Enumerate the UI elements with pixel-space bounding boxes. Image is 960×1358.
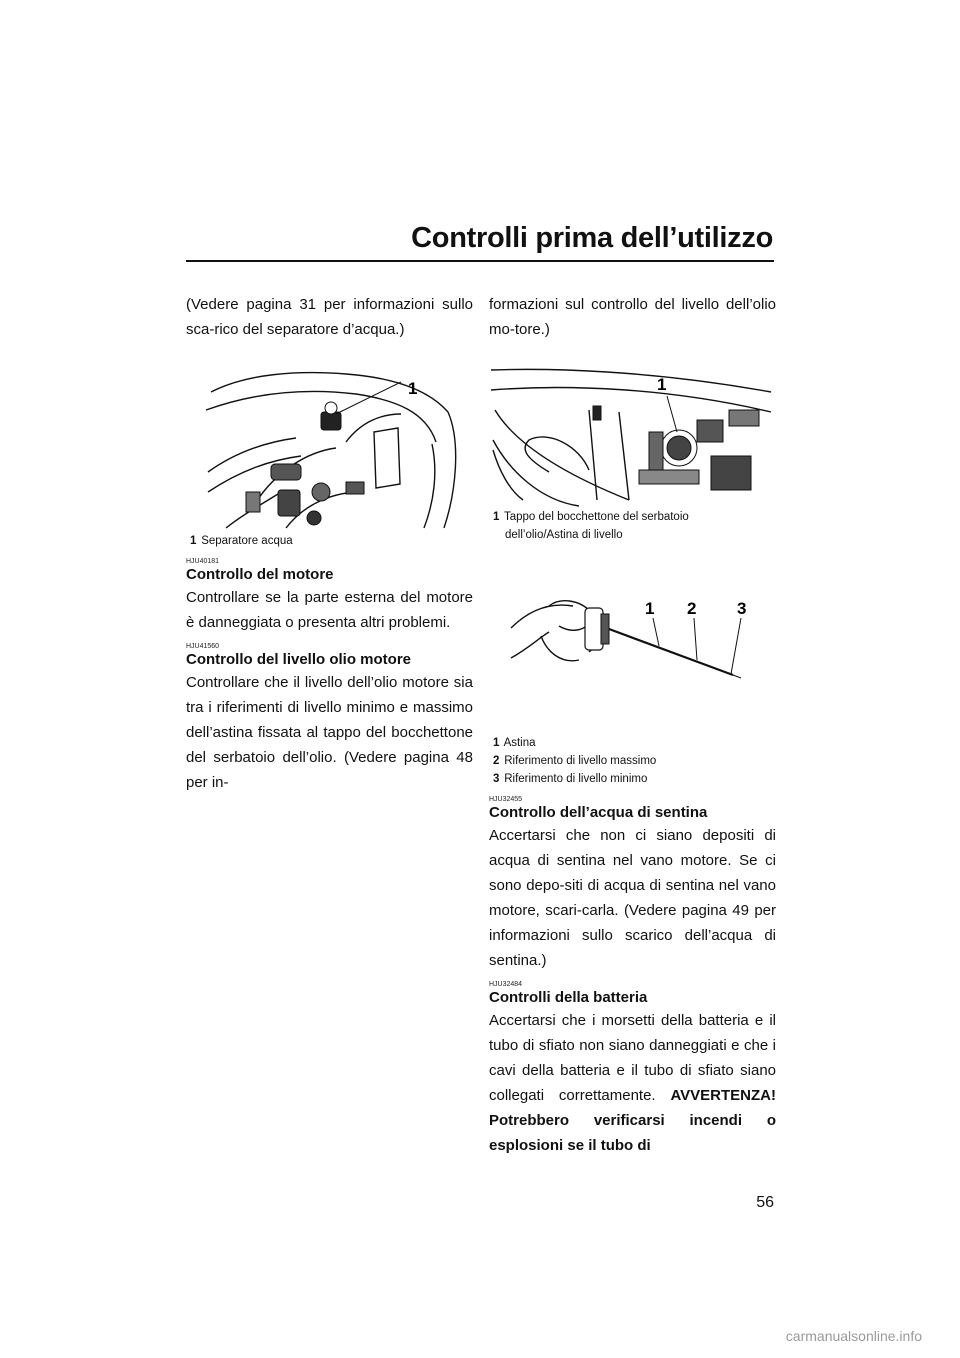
- caption-number: 1: [190, 535, 197, 547]
- caption-text: Riferimento di livello minimo: [504, 773, 648, 785]
- figure1-callout: 1: [408, 379, 418, 398]
- section-battery-check: [489, 981, 776, 1158]
- section-text: Controllare che il livello dell’olio motore sia tra i riferimenti di livello minimo e massimo dell’astina fissata al tappo del bocchettone del serbatoio dell’olio. (Vedere pagina 48 per in-: [186, 674, 473, 791]
- caption-number: 3: [493, 773, 500, 785]
- left-column: [186, 292, 473, 795]
- section-text: Controllare se la parte esterna del motore è danneggiata o presenta altri problemi.: [186, 589, 473, 631]
- section-heading: Controllo del motore: [186, 566, 334, 583]
- caption-number: 2: [493, 755, 500, 767]
- figure2-callout: 1: [657, 375, 667, 394]
- section-code: HJU40181: [186, 558, 220, 565]
- caption-text: Astina: [503, 737, 536, 749]
- page-number: 56: [756, 1194, 774, 1211]
- figure3-callout-1: 1: [645, 599, 655, 618]
- figure2-caption: [489, 508, 776, 544]
- caption-item: [493, 752, 776, 770]
- caption-number: 1: [493, 511, 500, 523]
- section-code: HJU41560: [186, 643, 220, 650]
- figure3-callout-2: 2: [687, 599, 697, 618]
- section-oil-level: [186, 643, 473, 795]
- section-engine-check: [186, 558, 473, 635]
- caption-item: [493, 770, 776, 788]
- figure-dipstick: [489, 588, 776, 788]
- intro-text: formazioni sul controllo del livello dell’olio mo-tore.): [489, 296, 776, 338]
- section-heading: Controlli della batteria: [489, 989, 648, 1006]
- watermark-link[interactable]: carmanualsonline.info: [785, 1328, 922, 1344]
- dipstick-illustration: [489, 588, 776, 718]
- figure3-callout-3: 3: [737, 599, 747, 618]
- section-text: Accertarsi che non ci siano depositi di acqua di sentina nel vano motore. Se ci sono depo-siti di acqua di sentina nel vano motore, scari-carla. (Vedere pagina 49 per informazioni sullo scarico dell’acqua di sentina.): [489, 827, 776, 969]
- water-separator-illustration: [186, 352, 473, 532]
- page-title: Controlli prima dell’utilizzo: [411, 222, 773, 254]
- figure-oil-cap: [489, 350, 776, 544]
- section-text: [489, 1008, 776, 1158]
- figure-water-separator: [186, 352, 473, 550]
- figure3-caption: [489, 734, 776, 788]
- section-code: HJU32484: [489, 981, 523, 988]
- figure1-caption: [186, 532, 473, 550]
- caption-text: Tappo del bocchettone del serbatoio: [504, 511, 689, 523]
- section-heading: Controllo dell’acqua di sentina: [489, 804, 708, 821]
- oil-cap-illustration: [489, 350, 776, 508]
- section-heading: Controllo del livello olio motore: [186, 651, 412, 668]
- caption-text-continued: dell’olio/Astina di livello: [505, 529, 623, 541]
- title-rule: [186, 260, 774, 262]
- caption-number: 1: [493, 737, 500, 749]
- caption-text: Separatore acqua: [201, 535, 293, 547]
- section-bilge-water: [489, 796, 776, 973]
- caption-text: Riferimento di livello massimo: [504, 755, 657, 767]
- right-column: [489, 292, 776, 1158]
- caption-item: [493, 734, 776, 752]
- section-code: HJU32455: [489, 796, 523, 803]
- warning-text: AVVERTENZA! Potrebbero verificarsi incendi o esplosioni se il tubo di: [489, 1087, 776, 1154]
- battery-text: Accertarsi che i morsetti della batteria e il tubo di sfiato non siano danneggiati e che i cavi della batteria e il tubo di sfiato siano collegati correttamente.: [489, 1012, 776, 1104]
- intro-text: (Vedere pagina 31 per informazioni sullo sca-rico del separatore d’acqua.): [186, 296, 473, 338]
